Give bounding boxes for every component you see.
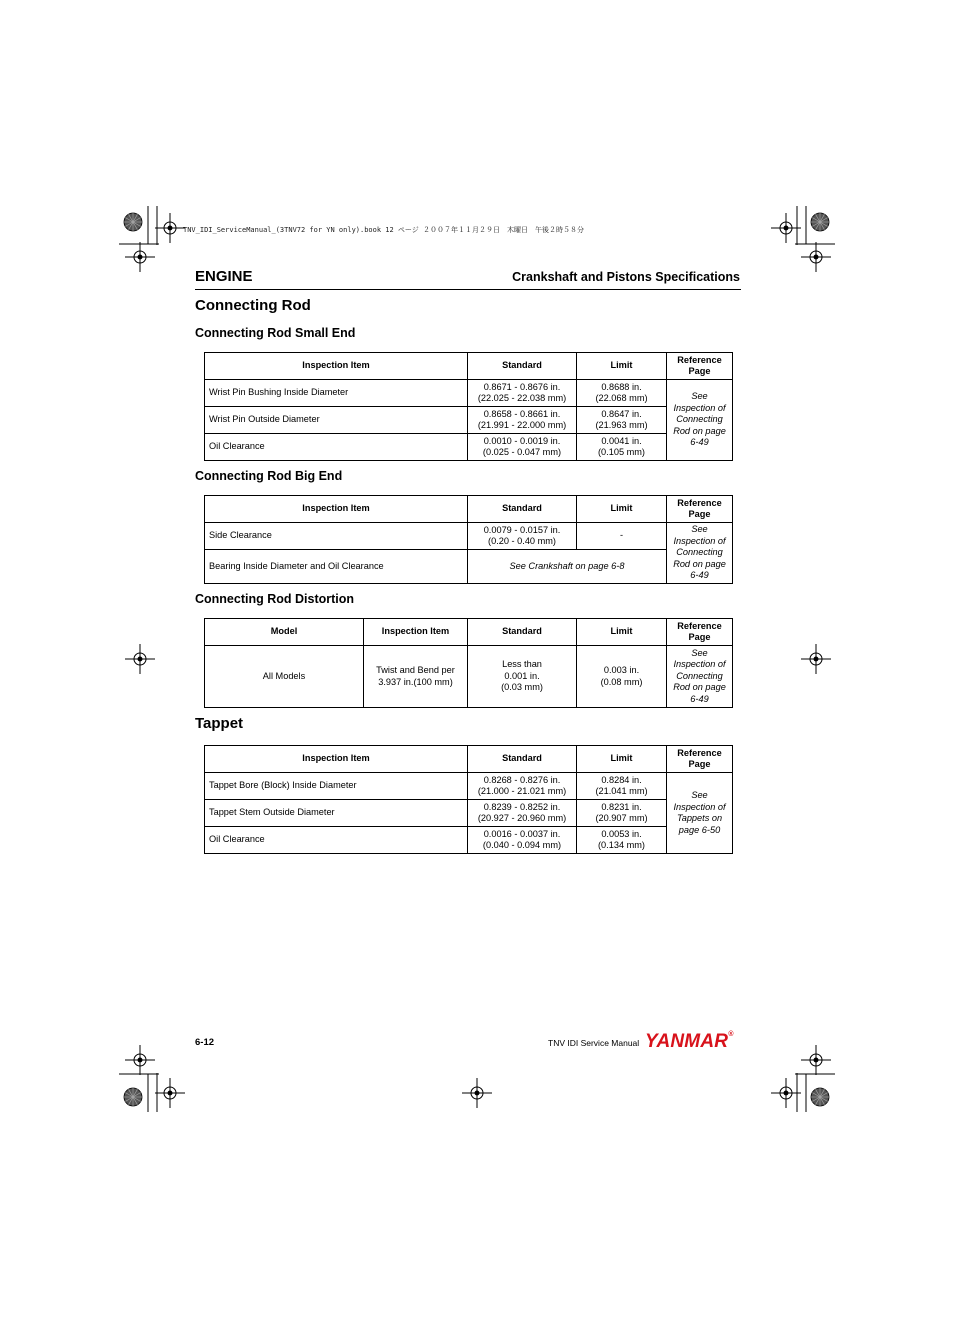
model: All Models [205,646,364,708]
table-row [205,773,733,800]
column-header: Inspection Item [205,496,468,523]
column-header: Limit [577,746,667,773]
column-header: Standard [468,746,577,773]
column-header: Standard [468,353,577,380]
header-rule [195,289,741,290]
inspection-item: Tappet Bore (Block) Inside Diameter [205,773,468,800]
limit-value: - [577,523,667,550]
inspection-item: Side Clearance [205,523,468,550]
column-header: Inspection Item [205,353,468,380]
inspection-item: Oil Clearance [205,827,468,854]
standard-value: 0.0016 - 0.0037 in. (0.040 - 0.094 mm) [468,827,577,854]
tappet-heading: Tappet [195,715,244,732]
standard-value: 0.0079 - 0.0157 in. (0.20 - 0.40 mm) [468,523,577,550]
big-end-heading: Connecting Rod Big End [195,469,343,483]
registration-mark [125,242,155,272]
yanmar-logo [645,1031,734,1053]
registration-mark [801,644,831,674]
standard-value: Less than 0.001 in. (0.03 mm) [468,646,577,708]
column-header: Reference Page [667,746,733,773]
distortion-table [204,618,733,708]
limit-value: 0.003 in. (0.08 mm) [577,646,667,708]
registration-mark [155,1078,185,1108]
reference-page: See Inspection of Connecting Rod on page 6-49 [667,523,733,584]
registered-mark: ® [728,1031,734,1038]
section-title: ENGINE [195,268,253,285]
inspection-item: Bearing Inside Diameter and Oil Clearance [205,550,468,584]
registration-mark [801,1045,831,1075]
column-header: Standard [468,496,577,523]
standard-value: 0.8671 - 0.8676 in. (22.025 - 22.038 mm) [468,380,577,407]
color-disc-mark [811,213,829,231]
standard-value: 0.8239 - 0.8252 in. (20.927 - 20.960 mm) [468,800,577,827]
page-number: 6-12 [195,1037,215,1048]
color-disc-mark [124,1088,142,1106]
reference-page: See Inspection of Tappets on page 6-50 [667,773,733,854]
tappet-table [204,745,733,854]
big-end-table [204,495,733,584]
table-row [205,646,733,708]
limit-value: 0.8647 in. (21.963 mm) [577,407,667,434]
registration-mark [125,1045,155,1075]
table-row [205,380,733,407]
column-header: Reference Page [667,353,733,380]
table-row [205,407,733,434]
chapter-title: Crankshaft and Pistons Specifications [512,270,740,284]
inspection-item: Twist and Bend per 3.937 in.(100 mm) [364,646,468,708]
table-row [205,434,733,461]
column-header: Inspection Item [364,619,468,646]
limit-value: 0.8231 in. (20.907 mm) [577,800,667,827]
inspection-item: Tappet Stem Outside Diameter [205,800,468,827]
inspection-item: Wrist Pin Bushing Inside Diameter [205,380,468,407]
registration-mark [801,242,831,272]
distortion-heading: Connecting Rod Distortion [195,592,355,606]
inspection-item: Oil Clearance [205,434,468,461]
reference-page: See Inspection of Connecting Rod on page 6-49 [667,380,733,461]
limit-value: 0.0041 in. (0.105 mm) [577,434,667,461]
logo-text: YANMAR [645,1031,729,1052]
column-header: Reference Page [667,496,733,523]
registration-mark [462,1078,492,1108]
color-disc-mark [124,213,142,231]
table-row [205,827,733,854]
table-row [205,523,733,550]
table-row [205,800,733,827]
small-end-heading: Connecting Rod Small End [195,326,356,340]
registration-mark [125,644,155,674]
small-end-table [204,352,733,461]
limit-value: 0.8284 in. (21.041 mm) [577,773,667,800]
inspection-item: Wrist Pin Outside Diameter [205,407,468,434]
connecting-rod-heading: Connecting Rod [195,297,311,314]
reference-page: See Inspection of Connecting Rod on page 6-49 [667,646,733,708]
column-header: Limit [577,619,667,646]
column-header: Reference Page [667,619,733,646]
standard-value: 0.8268 - 0.8276 in. (21.000 - 21.021 mm) [468,773,577,800]
color-disc-mark [811,1088,829,1106]
cross-reference: See Crankshaft on page 6-8 [468,550,667,584]
column-header: Limit [577,496,667,523]
limit-value: 0.0053 in. (0.134 mm) [577,827,667,854]
column-header: Limit [577,353,667,380]
column-header: Standard [468,619,577,646]
table-row [205,550,733,584]
column-header: Model [205,619,364,646]
registration-mark [155,213,185,243]
manual-title: TNV IDI Service Manual [548,1038,640,1048]
limit-value: 0.8688 in. (22.068 mm) [577,380,667,407]
column-header: Inspection Item [205,746,468,773]
standard-value: 0.8658 - 0.8661 in. (21.991 - 22.000 mm) [468,407,577,434]
print-file-info: TNV_IDI_ServiceManual_(3TNV72 for YN only).book 12 ページ ２００７年１１月２９日 木曜日 午後２時５８分 [183,226,585,234]
standard-value: 0.0010 - 0.0019 in. (0.025 - 0.047 mm) [468,434,577,461]
